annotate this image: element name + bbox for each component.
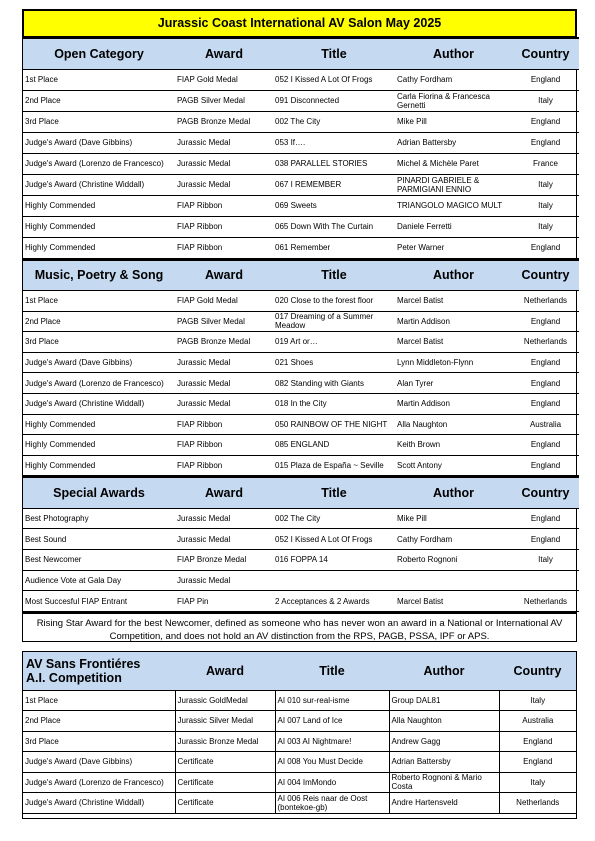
table-row: [23, 455, 579, 476]
entry-title: 053 If….: [273, 132, 395, 153]
ai-col-title: Title: [275, 652, 389, 690]
entry-author: Cathy Fordham: [395, 529, 512, 550]
award-position: Highly Commended: [23, 455, 175, 476]
entry-author: Scott Antony: [395, 455, 512, 476]
entry-author: Marcel Batist: [395, 332, 512, 353]
col-award: Award: [175, 38, 273, 69]
award-name: FIAP Pin: [175, 591, 273, 612]
entry-author: Daniele Ferretti: [395, 216, 512, 237]
entry-author: Andre Hartensveld: [389, 793, 499, 814]
entry-country: Italy: [512, 550, 579, 571]
entry-title: 065 Down With The Curtain: [273, 216, 395, 237]
award-position: Highly Commended: [23, 435, 175, 456]
table-row: [23, 550, 579, 571]
table-row: [23, 414, 579, 435]
entry-author: Group DAL81: [389, 690, 499, 711]
entry-author: Adrian Battersby: [395, 132, 512, 153]
entry-country: England: [512, 508, 579, 529]
award-position: 3rd Place: [23, 111, 175, 132]
award-name: FIAP Ribbon: [175, 216, 273, 237]
entry-author: Mike Pill: [395, 508, 512, 529]
entry-author: Roberto Rognoni & Mario Costa: [389, 772, 499, 793]
table-row: [23, 393, 579, 414]
entry-country: England: [512, 529, 579, 550]
section-heading: Open Category: [23, 38, 175, 69]
entry-country: England: [512, 111, 579, 132]
award-name: Jurassic Silver Medal: [175, 711, 275, 732]
entry-title: [273, 570, 395, 591]
ai-header-row: [23, 652, 576, 690]
entry-country: Italy: [512, 90, 579, 111]
award-name: FIAP Ribbon: [175, 455, 273, 476]
col-award: Award: [175, 260, 273, 291]
entry-author: Lynn Middleton-Flynn: [395, 352, 512, 373]
entry-title: 061 Remember: [273, 237, 395, 258]
col-title: Title: [273, 38, 395, 69]
award-name: Certificate: [175, 772, 275, 793]
award-name: FIAP Ribbon: [175, 237, 273, 258]
col-author: Author: [395, 260, 512, 291]
ai-heading-line1: AV Sans Frontiéres: [26, 656, 141, 671]
entry-title: 082 Standing with Giants: [273, 373, 395, 394]
award-position: Judge's Award (Christine Widdall): [23, 393, 175, 414]
entry-title: AI 007 Land of Ice: [275, 711, 389, 732]
ai-table-row: [23, 711, 576, 732]
col-author: Author: [395, 38, 512, 69]
ai-table: [23, 652, 576, 814]
award-name: Jurassic Medal: [175, 352, 273, 373]
award-name: FIAP Gold Medal: [175, 69, 273, 90]
section-header-row: [23, 477, 579, 508]
entry-author: [395, 570, 512, 591]
entry-author: Martin Addison: [395, 311, 512, 332]
section-header-row: [23, 260, 579, 291]
entry-author: Andrew Gagg: [389, 731, 499, 752]
award-position: 2nd Place: [23, 711, 175, 732]
entry-country: Australia: [512, 414, 579, 435]
award-name: Jurassic Medal: [175, 132, 273, 153]
section-table: [23, 476, 579, 611]
entry-author: Mike Pill: [395, 111, 512, 132]
entry-country: England: [499, 752, 576, 773]
ai-table-row: [23, 731, 576, 752]
entry-title: 052 I Kissed A Lot Of Frogs: [273, 69, 395, 90]
award-name: Jurassic Medal: [175, 373, 273, 394]
section-heading: Special Awards: [23, 477, 175, 508]
entry-title: 050 RAINBOW OF THE NIGHT: [273, 414, 395, 435]
ai-table-row: [23, 690, 576, 711]
award-position: Highly Commended: [23, 414, 175, 435]
award-name: Certificate: [175, 793, 275, 814]
entry-country: France: [512, 153, 579, 174]
entry-author: Alla Naughton: [389, 711, 499, 732]
col-title: Title: [273, 477, 395, 508]
table-row: [23, 352, 579, 373]
award-position: Judge's Award (Lorenzo de Francesco): [23, 373, 175, 394]
award-name: Jurassic Medal: [175, 508, 273, 529]
entry-title: 038 PARALLEL STORIES: [273, 153, 395, 174]
entry-country: Italy: [512, 195, 579, 216]
table-row: [23, 153, 579, 174]
entry-country: Netherlands: [512, 591, 579, 612]
award-name: Certificate: [175, 752, 275, 773]
table-row: [23, 311, 579, 332]
table-row: [23, 132, 579, 153]
entry-title: 067 I REMEMBER: [273, 174, 395, 195]
award-name: Jurassic Medal: [175, 529, 273, 550]
entry-country: Italy: [499, 772, 576, 793]
table-row: [23, 69, 579, 90]
award-position: 3rd Place: [23, 332, 175, 353]
entry-country: Australia: [499, 711, 576, 732]
entry-title: AI 010 sur-real-isme: [275, 690, 389, 711]
award-name: Jurassic Bronze Medal: [175, 731, 275, 752]
table-row: [23, 291, 579, 312]
ai-table-row: [23, 793, 576, 814]
award-name: FIAP Ribbon: [175, 435, 273, 456]
award-name: FIAP Ribbon: [175, 414, 273, 435]
entry-country: Netherlands: [512, 332, 579, 353]
award-position: Best Sound: [23, 529, 175, 550]
entry-title: 018 In the City: [273, 393, 395, 414]
award-position: 2nd Place: [23, 311, 175, 332]
entry-country: England: [512, 69, 579, 90]
table-row: [23, 174, 579, 195]
ai-competition-table: [22, 651, 577, 819]
table-row: [23, 237, 579, 258]
section-table: [23, 37, 579, 259]
award-name: PAGB Bronze Medal: [175, 332, 273, 353]
table-row: [23, 591, 579, 612]
rising-star-note: Rising Star Award for the best Newcomer, defined as someone who has never won an award in a National or International AV Competition, and does not hold an AV distinction from the RPS, PAGB, PSSA, IPF or APS.: [23, 612, 576, 645]
entry-country: Netherlands: [499, 793, 576, 814]
section-table: [23, 259, 579, 477]
section-header-row: [23, 38, 579, 69]
award-name: Jurassic Medal: [175, 570, 273, 591]
page-title: Jurassic Coast International AV Salon May 2025: [23, 10, 576, 37]
entry-country: England: [512, 373, 579, 394]
entry-title: AI 003 AI Nightmare!: [275, 731, 389, 752]
ai-col-award: Award: [175, 652, 275, 690]
entry-country: England: [512, 393, 579, 414]
award-position: Best Newcomer: [23, 550, 175, 571]
award-position: Judge's Award (Dave Gibbins): [23, 132, 175, 153]
entry-title: 016 FOPPA 14: [273, 550, 395, 571]
col-author: Author: [395, 477, 512, 508]
entry-author: Roberto Rognoni: [395, 550, 512, 571]
table-row: [23, 90, 579, 111]
ai-col-author: Author: [389, 652, 499, 690]
entry-author: TRIANGOLO MAGICO MULT: [395, 195, 512, 216]
ai-table-row: [23, 772, 576, 793]
sections-container: [23, 37, 576, 612]
award-position: Most Succesful FIAP Entrant: [23, 591, 175, 612]
entry-author: Marcel Batist: [395, 591, 512, 612]
entry-country: England: [512, 237, 579, 258]
award-name: Jurassic Medal: [175, 393, 273, 414]
main-results-table: [22, 9, 577, 642]
entry-country: Italy: [499, 690, 576, 711]
ai-heading-line2: A.I. Competition: [26, 670, 122, 685]
award-position: Best Photography: [23, 508, 175, 529]
award-name: FIAP Gold Medal: [175, 291, 273, 312]
col-award: Award: [175, 477, 273, 508]
entry-title: 091 Disconnected: [273, 90, 395, 111]
entry-title: 017 Dreaming of a Summer Meadow: [273, 311, 395, 332]
award-name: Jurassic Medal: [175, 153, 273, 174]
table-row: [23, 373, 579, 394]
entry-author: Cathy Fordham: [395, 69, 512, 90]
award-name: FIAP Bronze Medal: [175, 550, 273, 571]
col-title: Title: [273, 260, 395, 291]
entry-title: 2 Acceptances & 2 Awards: [273, 591, 395, 612]
entry-title: 019 Art or…: [273, 332, 395, 353]
entry-title: 002 The City: [273, 508, 395, 529]
award-position: 1st Place: [23, 690, 175, 711]
entry-title: 015 Plaza de España ~ Seville: [273, 455, 395, 476]
entry-title: AI 004 ImMondo: [275, 772, 389, 793]
entry-title: AI 006 Reis naar de Oost (bontekoe-gb): [275, 793, 389, 814]
entry-title: 052 I Kissed A Lot Of Frogs: [273, 529, 395, 550]
award-name: PAGB Silver Medal: [175, 311, 273, 332]
col-country: Country: [512, 260, 579, 291]
table-row: [23, 111, 579, 132]
award-position: Audience Vote at Gala Day: [23, 570, 175, 591]
entry-title: 085 ENGLAND: [273, 435, 395, 456]
award-name: Jurassic GoldMedal: [175, 690, 275, 711]
entry-author: Keith Brown: [395, 435, 512, 456]
ai-table-row: [23, 752, 576, 773]
table-row: [23, 195, 579, 216]
entry-author: Martin Addison: [395, 393, 512, 414]
entry-country: [512, 570, 579, 591]
table-row: [23, 508, 579, 529]
entry-title: 069 Sweets: [273, 195, 395, 216]
entry-author: Alla Naughton: [395, 414, 512, 435]
entry-country: England: [499, 731, 576, 752]
award-position: Judge's Award (Lorenzo de Francesco): [23, 772, 175, 793]
award-name: PAGB Bronze Medal: [175, 111, 273, 132]
entry-title: 020 Close to the forest floor: [273, 291, 395, 312]
award-position: Highly Commended: [23, 216, 175, 237]
award-position: 1st Place: [23, 69, 175, 90]
entry-title: 021 Shoes: [273, 352, 395, 373]
entry-author: PINARDI GABRIELE & PARMIGIANI ENNIO: [395, 174, 512, 195]
entry-country: Italy: [512, 216, 579, 237]
entry-country: England: [512, 132, 579, 153]
table-row: [23, 332, 579, 353]
col-country: Country: [512, 477, 579, 508]
entry-author: Peter Warner: [395, 237, 512, 258]
award-position: 1st Place: [23, 291, 175, 312]
ai-col-country: Country: [499, 652, 576, 690]
entry-author: Carla Fiorina & Francesca Gernetti: [395, 90, 512, 111]
entry-country: England: [512, 352, 579, 373]
entry-author: Marcel Batist: [395, 291, 512, 312]
table-row: [23, 435, 579, 456]
award-position: Judge's Award (Christine Widdall): [23, 793, 175, 814]
award-name: FIAP Ribbon: [175, 195, 273, 216]
section-heading: Music, Poetry & Song: [23, 260, 175, 291]
entry-country: England: [512, 311, 579, 332]
award-name: PAGB Silver Medal: [175, 90, 273, 111]
entry-country: Netherlands: [512, 291, 579, 312]
table-row: [23, 570, 579, 591]
entry-title: 002 The City: [273, 111, 395, 132]
ai-heading: [23, 652, 175, 690]
entry-title: AI 008 You Must Decide: [275, 752, 389, 773]
table-row: [23, 529, 579, 550]
entry-author: Michel & Michèle Paret: [395, 153, 512, 174]
col-country: Country: [512, 38, 579, 69]
entry-country: Italy: [512, 174, 579, 195]
award-name: Jurassic Medal: [175, 174, 273, 195]
award-position: Judge's Award (Dave Gibbins): [23, 752, 175, 773]
award-position: Judge's Award (Dave Gibbins): [23, 352, 175, 373]
award-position: 3rd Place: [23, 731, 175, 752]
entry-author: Adrian Battersby: [389, 752, 499, 773]
entry-country: England: [512, 435, 579, 456]
award-position: Highly Commended: [23, 195, 175, 216]
table-row: [23, 216, 579, 237]
award-position: Judge's Award (Christine Widdall): [23, 174, 175, 195]
award-position: Judge's Award (Lorenzo de Francesco): [23, 153, 175, 174]
award-position: 2nd Place: [23, 90, 175, 111]
award-position: Highly Commended: [23, 237, 175, 258]
entry-country: England: [512, 455, 579, 476]
entry-author: Alan Tyrer: [395, 373, 512, 394]
